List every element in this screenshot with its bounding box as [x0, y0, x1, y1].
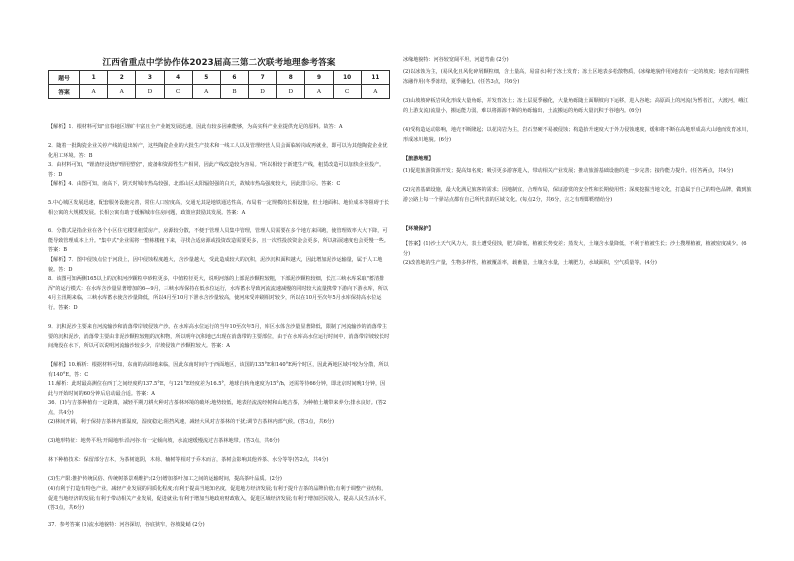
answer-paragraph: (2)林间开阔，利于保持吉茶林内部温度，湿度稳定;阻挡风速，减轻大风对吉茶林的干扰;调节吉茶林内部气候。(答3点，共6分) [48, 419, 334, 425]
section-heading-environment: 【环境保护】 [403, 226, 434, 232]
table-cell: C [333, 85, 361, 99]
answer-paragraph: 冰缘地貌特：河谷较宽阔平坦，河道弯曲 (2分) [403, 57, 509, 63]
answer-paragraph: 林下种植技术：保留部分吉木，为茶树遮阴，木荷、楠树等相对于乔木而言，茶树会影响其他养茶、水分等等(答2点，共4分) [48, 457, 329, 463]
table-cell: 7 [249, 71, 277, 85]
answer-paragraph: 【答案】(1)沙土天气风力大，表土遭受侵蚀，肥力降低，植被长势变差；蒸发大，土壤含水量降低，不利于植被生长；沙土搜埋植被，植被密度减少。(6分) [403, 241, 747, 257]
table-cell: 3 [136, 71, 164, 85]
table-cell: A [305, 85, 333, 99]
table-cell: B [220, 85, 248, 99]
table-cell: 题号 [49, 71, 80, 85]
answer-paragraph: 36．(1)与吉茶种植有一定距离，减轻平期刀耕火种对吉茶林环境的破坏;地势较低，地表径流流经树和山地吉茶，为种植土壤带来养分;排水良好。(答2点，共4分) [48, 400, 387, 416]
answer-paragraph: 8．该图可知两侧165以上的沉积河沙颗粒中砂粒更多，中值粒径更大，说明河落的上部泥沙颗粒较粗，下部泥沙颗粒较细，长江三峡水库采取"蓄清排浑"的运行模式：在水库含沙量显著增加的6—9月，三峡水库保持在低水位运行，水库蓄水导致河流流速减慢的同时较大流量携带下游向下游水库，所以4月主汛期来临，三峡水库蓄水使含沙量降低，所以4月至10月下泄水含沙量较高，使河床受冲刷相对较少，所以在10月至次年5月水库保持高水位运行。答案：D [48, 276, 388, 311]
table-cell: 8 [277, 71, 305, 85]
answer-paragraph: (1)促进旅游资源开发；提高知名度；吸引更多游客进入，带动相关产业发展；推动旅游基础设施的进一步完善；接待能力提升。(任答两点，共4分) [403, 168, 734, 174]
table-cell: 9 [305, 71, 333, 85]
answer-paragraph: 5.中心城区发展迅速，配套服务设施完善，常住人口密度高，交通无其是地铁通达性高，布局着一定规模的长相设施，但土地面积、地价成本等阻碍于长相公寓的大规模发展。长相公寓有助于缓解城市住房问题，政策应鼓励其发展。答案：A [48, 200, 390, 216]
answer-paragraph: (2)以冰蚀为主，(易风化且风化碎屑颗粒细，含土量高，易富水)利于冻土发育；冻土区地表多松散物质，(冰缘地貌作用)地表有一定的坡度；地表有周期性冻融作用(冬季冻结，夏季融化)。(任答3点，共6分) [403, 69, 750, 85]
answer-paragraph: (2)完善基础设施，最大化满足旅客的需求；因地制宜，合理布局，保证游赏的安全性和长期使用性；深度挖掘当地文化，打造属于自己的特色品牌，做到旅游公路上每一个驿站点都有自己所代表的区域文化。(每点2分，共6分，言之有理即酌情给分) [403, 187, 752, 203]
table-cell: A [80, 85, 108, 99]
answer-paragraph: (2)改善地的生产量，生物多样性，植被覆盖率，载畜量，土壤含水量，土壤肥力，水域面积，空气质量等。(4分) [403, 260, 657, 266]
answer-table [48, 70, 390, 99]
table-cell: 1 [80, 71, 108, 85]
table-cell: 10 [333, 71, 361, 85]
table-cell: 答案 [49, 85, 80, 99]
answer-paragraph: 3．由材料可知，"锂渣经浸烧炉理用塑窑"，废备和资源性生产相同，因此产线改造较为容易。"所以相较于新建生产线，租赁改造可以加快企业投产。答：D [48, 162, 385, 178]
answer-paragraph: 【解析】10.解析：根据材料可知，东南的高纬地来临，因此东南时间午于西面地区，该国的135°E和140°E两个时区，因此两地区域中较为分散，所以有140°E。答：C [48, 362, 389, 378]
section-heading-tourism: 【旅游地理】 [403, 156, 434, 162]
table-cell: 2 [108, 71, 136, 85]
answer-paragraph: (3)生产限:推护传统民俗、传统树茶景观维护;(2分)增加茶叶加工之间的运输时间，提高茶叶品质。(2分) [48, 476, 282, 482]
table-cell: A [108, 85, 136, 99]
table-cell: D [136, 85, 164, 99]
answer-paragraph: 11.解析：此时最高测位在西丁之间经度约137.5°E，与121°E经度差为16.5°，地球自转角速度为15°/h，还需等待66分钟，即北京时间晚1分钟，因此与开始时间的60分钟后启动最合适。答案：A [48, 381, 386, 397]
table-cell: C [164, 85, 192, 99]
page-title: 江西省重点中学协作体2023届高三第二次联考地理参考答案 [102, 58, 336, 68]
table-cell: 11 [361, 71, 389, 85]
answer-paragraph: 【解析】7．图中侵蚀点位于河段上，因中侵蚀程度越大，含沙量越大，受此造成较大的沉积，泥沙沉积面积越大，因此增加泥沙运输量，属于人工地貌。答：D [48, 257, 383, 273]
table-cell: D [249, 85, 277, 99]
answer-table-answer-row [49, 85, 390, 99]
answer-table-header-row [49, 71, 390, 85]
table-cell: 4 [164, 71, 192, 85]
answer-paragraph: (3)山坡坡碎板岩风化形成大量角砾，并发育冻土；冻土层夏季融化，大量角砾随土面顺坡向下运移，进入谷地；高原面上的河流(为暂者江，大渡河，峨江的上游支流)流量小，搬运能力弱，难以将源源不断的角砾输出，土流搬运的角砾大量沉积于谷地内。(6分) [403, 98, 749, 114]
answer-paragraph: (3)地形特征：地势平坦;开阔地形:沿河谷:有一定倾向坡，水流速缓慢流过吉茶林地带。(答3点，共6分) [48, 438, 280, 444]
answer-paragraph: 37．参考答案 (1)流水地貌特：河谷深切，谷底狭窄，谷坡陡峭 (2分) [48, 522, 205, 528]
table-cell: A [192, 85, 220, 99]
answer-paragraph: (4)有利于打造有特色产业，减轻产业发展的同质化程度;有利于提高当地知名度，促进地方经济发展;有利于提升吉茶的品牌价值;有利于调整产业结构，促进当地经济的发展;有利于带动相关产业发展，促进就业;有利于增加当地政府财政收入，促进区域经济发展;有利于增加居民收入，提高人民生活水平。(答3点，共6分) [48, 486, 390, 512]
answer-paragraph: 【解析】1．根材料可知"宜春地区锂矿丰富且全产业链发展迅速，因此有较多因素能够，为高实科产业业提供充足的原料。故答：A [48, 124, 343, 130]
answer-paragraph: 9．沉积泥沙主要来自河流输沙和消落带岸坡侵蚀产沙。在水库高水位运行的当年10至次年5月，库区水体含沙量显著降低，限制了河流输沙的消落带主要的沉积泥沙，消落带主要由非泥沙颗粒较粗的沉积物，所以明年沉积地已出现在消落带的主要部位，由于在水库高水位运行时间中，消落带岸坡较长时间淹没在水下，所以可以说明河流输沙较多少，岸坡侵蚀产沙颗粒较大。答案：A [48, 324, 390, 350]
table-cell: A [361, 85, 389, 99]
answer-paragraph: (4)受构造运动影响，地壳不断隆起；以花岗岩为主，岩石坚硬不易被侵蚀；构造抬升速度大于外力侵蚀速度，缓和将不断在高地形成高大山地而发育冰川，形成冰川地貌。(6分) [403, 127, 752, 143]
answer-paragraph: 2．随着一批陶瓷企业关停产线的退出转产，这些陶瓷企业的大批生产技术和一线工人以及管理经营人员会面临转岗或再就业，即可以为其他陶瓷企业优化用工环境。答：B [48, 143, 388, 159]
answer-paragraph: 6．分散式是指企业在各个小区住宅楼里租赁房产，房源较分散，不便于管理人员集中管理，管理人员需要在多个地方来回跑，使管理效率大大下降，可能导致管理成本上升。"集中式"企业需将一整栋楼租下来，寻找合适房源或投资改造需要更多，且一次性投放资金会更多，所以拓展速度也会更慢一些。答案：B [48, 228, 389, 254]
table-cell: 6 [220, 71, 248, 85]
answer-paragraph: 【解析】4．由图可知，南高下，阴天时城市热岛较强，北部山区太阳辐射强的白天，故城市热岛强度较大，因此排③⑥。答案：C [48, 181, 341, 187]
table-cell: D [277, 85, 305, 99]
table-cell: 5 [192, 71, 220, 85]
